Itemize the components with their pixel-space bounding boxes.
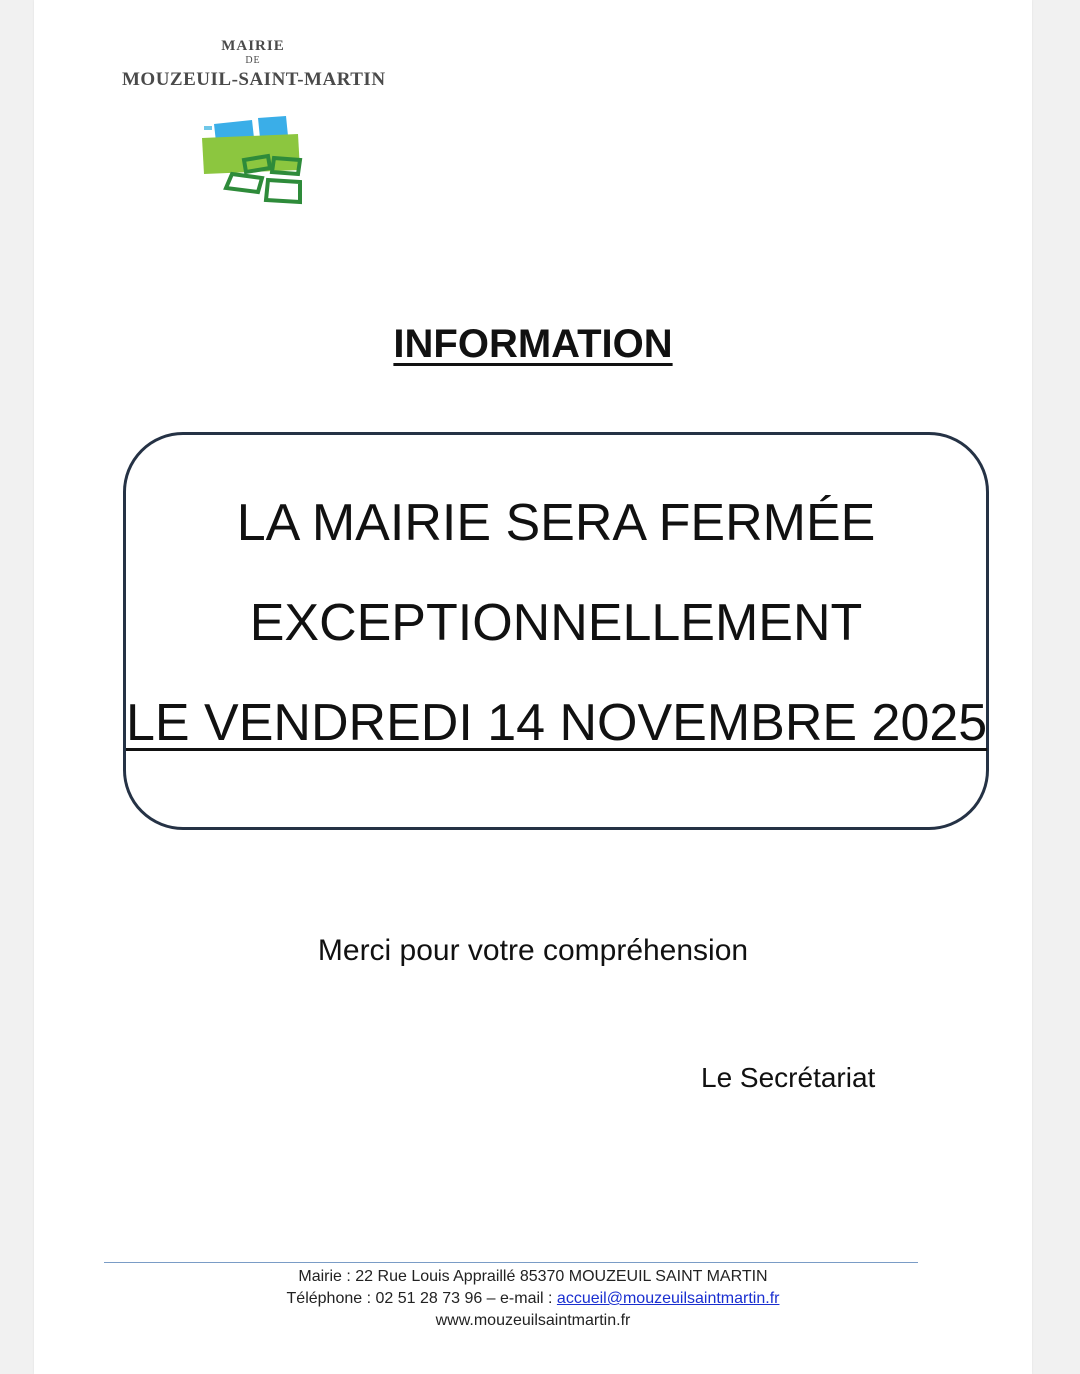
footer-contact	[34, 1288, 1032, 1310]
thanks-message: Merci pour votre compréhension	[317, 934, 749, 967]
closure-notice-box	[123, 432, 989, 830]
footer-phone: Téléphone : 02 51 28 73 96 – e-mail :	[286, 1290, 557, 1307]
footer	[34, 1266, 1032, 1332]
notice-date-text: LE VENDREDI 14 NOVEMBRE 2025	[126, 694, 988, 752]
notice-line-3	[126, 694, 988, 752]
signature: Le Secrétariat	[701, 1062, 876, 1093]
logo-line-mairie: MAIRIE	[221, 38, 285, 54]
logo-line-de: DE	[245, 55, 261, 66]
document-page	[34, 0, 1032, 1374]
footer-divider	[104, 1262, 918, 1263]
notice-line-1: LA MAIRIE SERA FERMÉE	[236, 494, 876, 552]
email-link[interactable]: accueil@mouzeuilsaintmartin.fr	[556, 1290, 780, 1307]
notice-line-2: EXCEPTIONNELLEMENT	[249, 594, 863, 652]
page-title-text: INFORMATION	[393, 322, 673, 366]
footer-website[interactable]: www.mouzeuilsaintmartin.fr	[435, 1312, 631, 1329]
logo-emblem-icon	[202, 116, 306, 208]
page-title	[34, 322, 1032, 367]
town-hall-logo	[122, 38, 384, 91]
logo-line-town-name: MOUZEUIL-SAINT-MARTIN	[122, 69, 386, 90]
footer-address: Mairie : 22 Rue Louis Appraillé 85370 MOUZEUIL SAINT MARTIN	[298, 1268, 768, 1285]
